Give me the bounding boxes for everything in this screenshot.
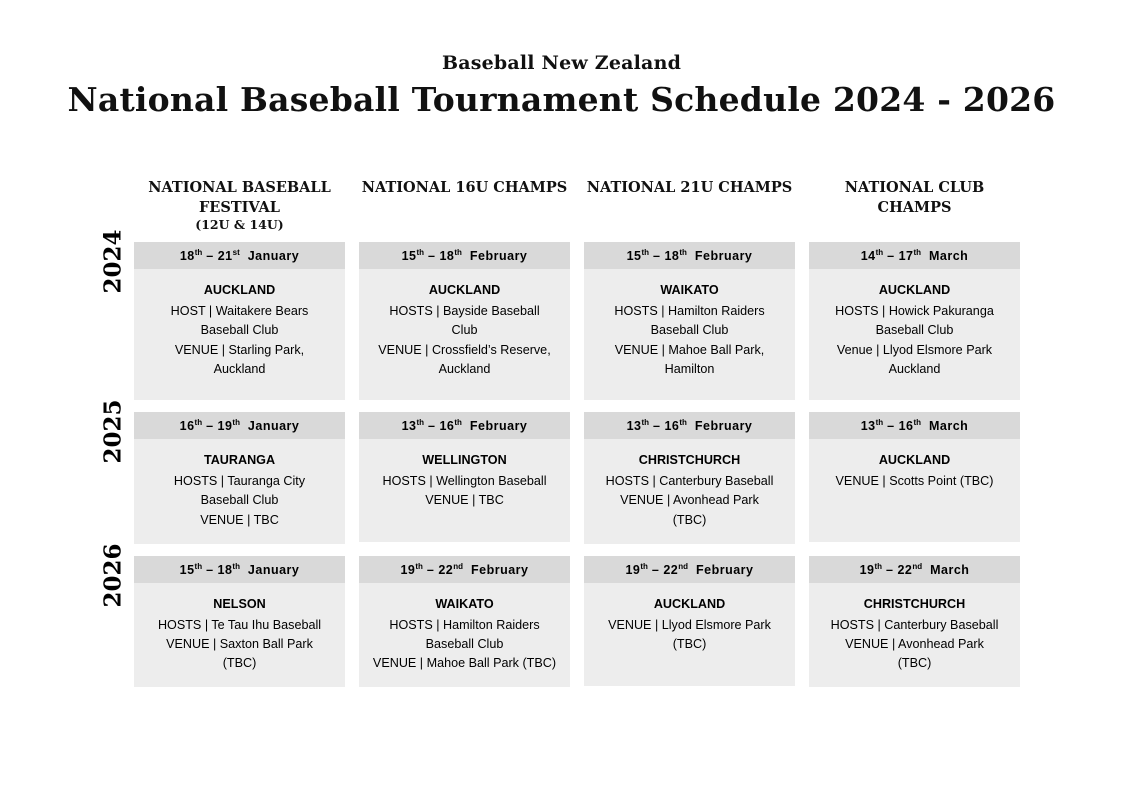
- date-day-to: 21: [217, 249, 233, 264]
- cell-line: VENUE | Scotts Point (TBC): [835, 474, 994, 489]
- date-day-from: 15: [401, 249, 417, 264]
- date-day-from: 14: [860, 249, 876, 264]
- date-sup-from: th: [415, 561, 423, 571]
- cell-body: [134, 269, 345, 393]
- schedule-cell: [134, 242, 345, 400]
- cell-body: [809, 583, 1020, 688]
- date-day-from: 19: [859, 562, 875, 577]
- date-sup-to: th: [454, 248, 462, 257]
- cell-line: Baseball Club: [200, 323, 279, 338]
- cell-body: [809, 269, 1020, 393]
- document-header: [0, 0, 1123, 119]
- cell-line: Auckland: [438, 361, 491, 376]
- date-month: March: [930, 562, 970, 577]
- cell-city: AUCKLAND: [878, 283, 951, 298]
- schedule-cell: [809, 412, 1020, 542]
- date-day-to: 16: [439, 419, 455, 434]
- date-day-to: 22: [438, 562, 454, 577]
- date-month: January: [247, 419, 300, 434]
- date-sup-to: th: [679, 248, 687, 257]
- date-month: February: [469, 419, 528, 434]
- cell-city: CHRISTCHURCH: [638, 453, 741, 468]
- column-header-title: NATIONAL 16U CHAMPS: [361, 179, 568, 196]
- date-day-to: 16: [898, 419, 914, 434]
- date-month: February: [471, 562, 529, 577]
- cell-line: HOSTS | Bayside Baseball: [389, 304, 540, 319]
- cell-body: [134, 583, 345, 688]
- cell-date: 19th – 22nd February: [584, 556, 795, 583]
- cell-line: (TBC): [672, 637, 707, 652]
- cell-body: [359, 269, 570, 393]
- column-header-title: NATIONAL 21U CHAMPS: [586, 179, 793, 196]
- date-day-from: 19: [400, 562, 416, 577]
- date-sup-from: th: [641, 248, 650, 257]
- date-sup-to: th: [232, 561, 240, 571]
- cell-line: HOSTS | Te Tau Ihu Baseball: [157, 618, 322, 633]
- cell-date: 19th – 22nd March: [809, 556, 1020, 583]
- cell-city: NELSON: [213, 596, 266, 611]
- cell-line: VENUE | Mahoe Ball Park,: [614, 342, 765, 357]
- cell-date: 19th – 22nd February: [359, 556, 570, 583]
- date-sup-from: th: [640, 561, 648, 571]
- cell-date: 14th – 17th March: [809, 242, 1020, 269]
- schedule-row-2026: [92, 543, 1042, 688]
- cell-line: Baseball Club: [650, 323, 729, 338]
- schedule-cell: [584, 242, 795, 400]
- cell-line: HOSTS | Howick Pakuranga: [835, 304, 994, 319]
- year-label-2026: [92, 543, 134, 608]
- cell-city: AUCKLAND: [653, 596, 726, 611]
- date-month: January: [247, 562, 300, 577]
- date-day-to: 22: [663, 562, 679, 577]
- cell-body: [584, 583, 795, 668]
- column-header-national-21u-champs: [584, 178, 795, 242]
- cell-line: VENUE | Llyod Elsmore Park: [608, 618, 771, 633]
- cell-line: Baseball Club: [425, 637, 504, 652]
- date-month: January: [247, 249, 300, 264]
- cell-body: [809, 439, 1020, 505]
- date-month: March: [928, 249, 969, 264]
- year-label-2025: [92, 399, 134, 464]
- cell-line: Hamilton: [664, 361, 715, 376]
- date-sup-from: th: [194, 418, 203, 427]
- column-headers: [134, 178, 1042, 242]
- schedule-row-2025: [92, 399, 1042, 544]
- date-sup-from: th: [641, 418, 650, 427]
- organisation-name: Baseball New Zealand: [441, 52, 682, 74]
- cell-line: VENUE | Starling Park,: [174, 342, 305, 357]
- cell-city: AUCKLAND: [878, 453, 951, 468]
- date-day-from: 13: [860, 419, 876, 434]
- year-label-text: 2025: [99, 399, 127, 464]
- cell-line: HOST | Waitakere Bears: [170, 304, 309, 319]
- cell-date: 16th – 19th January: [134, 412, 345, 439]
- date-sup-to: st: [232, 248, 240, 257]
- schedule-cell: [584, 556, 795, 686]
- cell-city: WAIKATO: [435, 596, 494, 611]
- column-header-national-baseball-festival: [134, 178, 345, 242]
- schedule-cell: [809, 242, 1020, 400]
- cell-date: 15th – 18th January: [134, 556, 345, 583]
- date-sup-to: nd: [453, 561, 464, 571]
- date-day-to: 17: [898, 249, 914, 264]
- date-month: February: [469, 249, 528, 264]
- date-day-from: 16: [179, 419, 195, 434]
- cell-line: (TBC): [897, 656, 932, 671]
- cell-line: Venue | Llyod Elsmore Park: [836, 342, 993, 357]
- cell-line: Auckland: [888, 361, 941, 376]
- date-month: February: [694, 419, 753, 434]
- date-day-from: 13: [401, 419, 417, 434]
- cell-line: VENUE | TBC: [200, 512, 279, 527]
- cell-body: [359, 439, 570, 524]
- column-header-national-club-champs: [809, 178, 1020, 242]
- cell-line: (TBC): [222, 656, 257, 671]
- column-header-title: NATIONAL BASEBALL FESTIVAL: [148, 179, 331, 216]
- cell-line: HOSTS | Hamilton Raiders: [614, 304, 765, 319]
- cell-line: Auckland: [213, 361, 266, 376]
- schedule-cell: [359, 242, 570, 400]
- date-month: February: [696, 562, 754, 577]
- schedule-cell: [584, 412, 795, 544]
- cell-line: VENUE | Crossfield’s Reserve,: [378, 342, 551, 357]
- cell-line: VENUE | Avonhead Park: [620, 493, 759, 508]
- date-day-from: 19: [625, 562, 641, 577]
- cell-line: HOSTS | Canterbury Baseball: [830, 618, 999, 633]
- cell-line: VENUE | Avonhead Park: [845, 637, 984, 652]
- cell-line: Baseball Club: [200, 493, 279, 508]
- date-sup-from: th: [194, 248, 203, 257]
- cell-city: TAURANGA: [203, 453, 276, 468]
- cell-date: 13th – 16th February: [359, 412, 570, 439]
- date-day-to: 22: [897, 562, 913, 577]
- year-label-2024: [92, 229, 134, 294]
- cell-line: HOSTS | Tauranga City: [173, 474, 306, 489]
- page-title: National Baseball Tournament Schedule 2024 - 2026: [67, 80, 1056, 119]
- date-sup-to: th: [913, 418, 922, 427]
- date-sup-from: th: [194, 561, 203, 571]
- cell-date: 13th – 16th March: [809, 412, 1020, 439]
- date-sup-from: th: [416, 418, 425, 427]
- date-sup-from: th: [874, 561, 883, 571]
- schedule-row-2024: [92, 229, 1042, 400]
- schedule-cell: [359, 556, 570, 688]
- cell-body: [134, 439, 345, 544]
- date-day-from: 15: [626, 249, 642, 264]
- schedule-cell: [809, 556, 1020, 688]
- cell-line: HOSTS | Canterbury Baseball: [605, 474, 774, 489]
- date-day-to: 18: [439, 249, 455, 264]
- cell-body: [584, 439, 795, 544]
- schedule-cell: [134, 556, 345, 688]
- schedule-cell: [134, 412, 345, 544]
- date-day-to: 19: [217, 419, 233, 434]
- date-day-from: 18: [179, 249, 195, 264]
- date-sup-from: th: [875, 418, 884, 427]
- cell-line: VENUE | TBC: [425, 493, 504, 508]
- cell-line: (TBC): [672, 512, 707, 527]
- cell-date: 15th – 18th February: [359, 242, 570, 269]
- cell-city: AUCKLAND: [428, 283, 501, 298]
- date-month: February: [694, 249, 753, 264]
- date-sup-to: th: [679, 418, 687, 427]
- cell-city: CHRISTCHURCH: [863, 596, 966, 611]
- cell-body: [359, 583, 570, 688]
- date-day-from: 13: [626, 419, 642, 434]
- schedule-grid: [92, 178, 1042, 699]
- cell-city: WELLINGTON: [422, 453, 507, 468]
- date-sup-from: th: [416, 248, 425, 257]
- date-sup-to: nd: [678, 561, 689, 571]
- cell-line: HOSTS | Wellington Baseball: [382, 474, 547, 489]
- date-sup-to: nd: [912, 561, 923, 571]
- cell-date: 18th – 21st January: [134, 242, 345, 269]
- cell-line: HOSTS | Hamilton Raiders: [389, 618, 540, 633]
- cell-city: WAIKATO: [660, 283, 719, 298]
- date-sup-from: th: [875, 248, 884, 257]
- cell-city: AUCKLAND: [203, 283, 276, 298]
- date-sup-to: th: [232, 418, 240, 427]
- cell-line: Baseball Club: [875, 323, 954, 338]
- column-header-national-16u-champs: [359, 178, 570, 242]
- year-label-text: 2024: [99, 229, 127, 294]
- date-day-to: 18: [217, 562, 233, 577]
- date-day-to: 18: [664, 249, 680, 264]
- schedule-cell: [359, 412, 570, 542]
- date-month: March: [928, 419, 969, 434]
- date-day-to: 16: [664, 419, 680, 434]
- date-day-from: 15: [179, 562, 195, 577]
- cell-body: [584, 269, 795, 393]
- year-label-text: 2026: [99, 543, 127, 608]
- date-sup-to: th: [454, 418, 462, 427]
- cell-line: VENUE | Saxton Ball Park: [166, 637, 313, 652]
- cell-date: 15th – 18th February: [584, 242, 795, 269]
- cell-line: Club: [451, 323, 478, 338]
- column-header-subtitle: (12U & 14U): [195, 217, 284, 233]
- column-header-title: NATIONAL CLUB CHAMPS: [844, 179, 985, 216]
- date-sup-to: th: [913, 248, 922, 257]
- cell-date: 13th – 16th February: [584, 412, 795, 439]
- cell-line: VENUE | Mahoe Ball Park (TBC): [372, 656, 557, 671]
